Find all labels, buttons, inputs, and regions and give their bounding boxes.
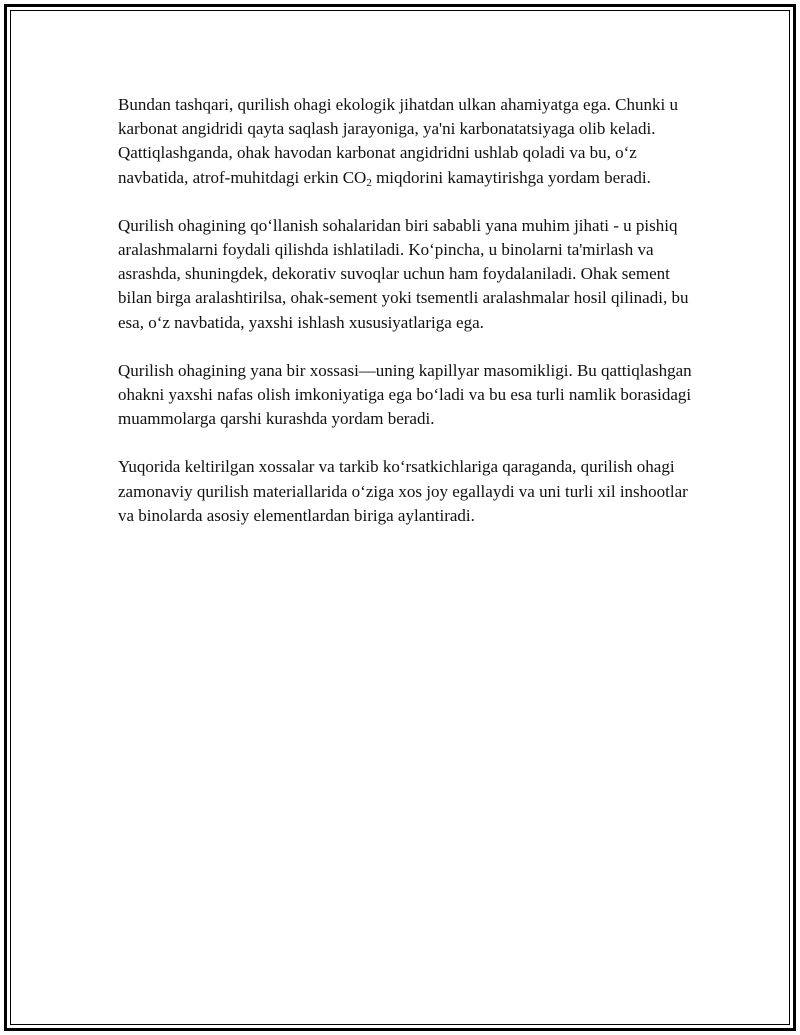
co2-subscript: 2: [366, 176, 372, 189]
paragraph-conclusion: Yuqorida keltirilgan xossalar va tarkib ko‘rsatkichlariga qaraganda, qurilish ohagi zamonaviy qurilish materiallarida o‘ziga xos joy egallaydi va uni turli xil inshootlar va binolarda asosiy elementlardan biriga aylantiradi.: [118, 457, 688, 525]
document-body: [118, 93, 693, 552]
paragraph-capillarity: Qurilish ohagining yana bir xossasi—uning kapillyar masomikligi. Bu qattiqlashgan ohakni yaxshi nafas olish imkoniyatiga ega bo‘ladi va bu esa turli namlik borasidagi muammolarga qarshi kurashda yordam beradi.: [118, 360, 692, 429]
paragraph-applications: Qurilish ohagining qo‘llanish sohalaridan biri sababli yana muhim jihati - u pishiq aralashmalarni foydali qilishda ishlatiladi. Ko‘pincha, u binolarni ta'mirlash va asrashda, shuningdek, dekorativ suvoqlar uchun ham foydalaniladi. Ohak sement bilan birga aralashtirilsa, ohak-sement yoki tsementli aralashmalar hosil qilinadi, bu esa, o‘z navbatida, yaxshi ishlash xususiyatlariga ega.: [118, 215, 689, 332]
paragraph-ecology-text-end: miqdorini kamaytirishga yordam beradi.: [371, 167, 651, 187]
paragraph-ecology: [118, 93, 693, 190]
paragraph-ecology-text: Bundan tashqari, qurilish ohagi ekologik jihatdan ulkan ahamiyatga ega. Chunki u karbonat angidridi qayta saqlash jarayoniga, ya'ni karbonatatsiyaga olib keladi. Qattiqlashganda, ohak havodan karbonat angidridni ushlab qoladi va bu, o‘z navbatida, atrof-muhitdagi erkin CO: [118, 95, 678, 187]
